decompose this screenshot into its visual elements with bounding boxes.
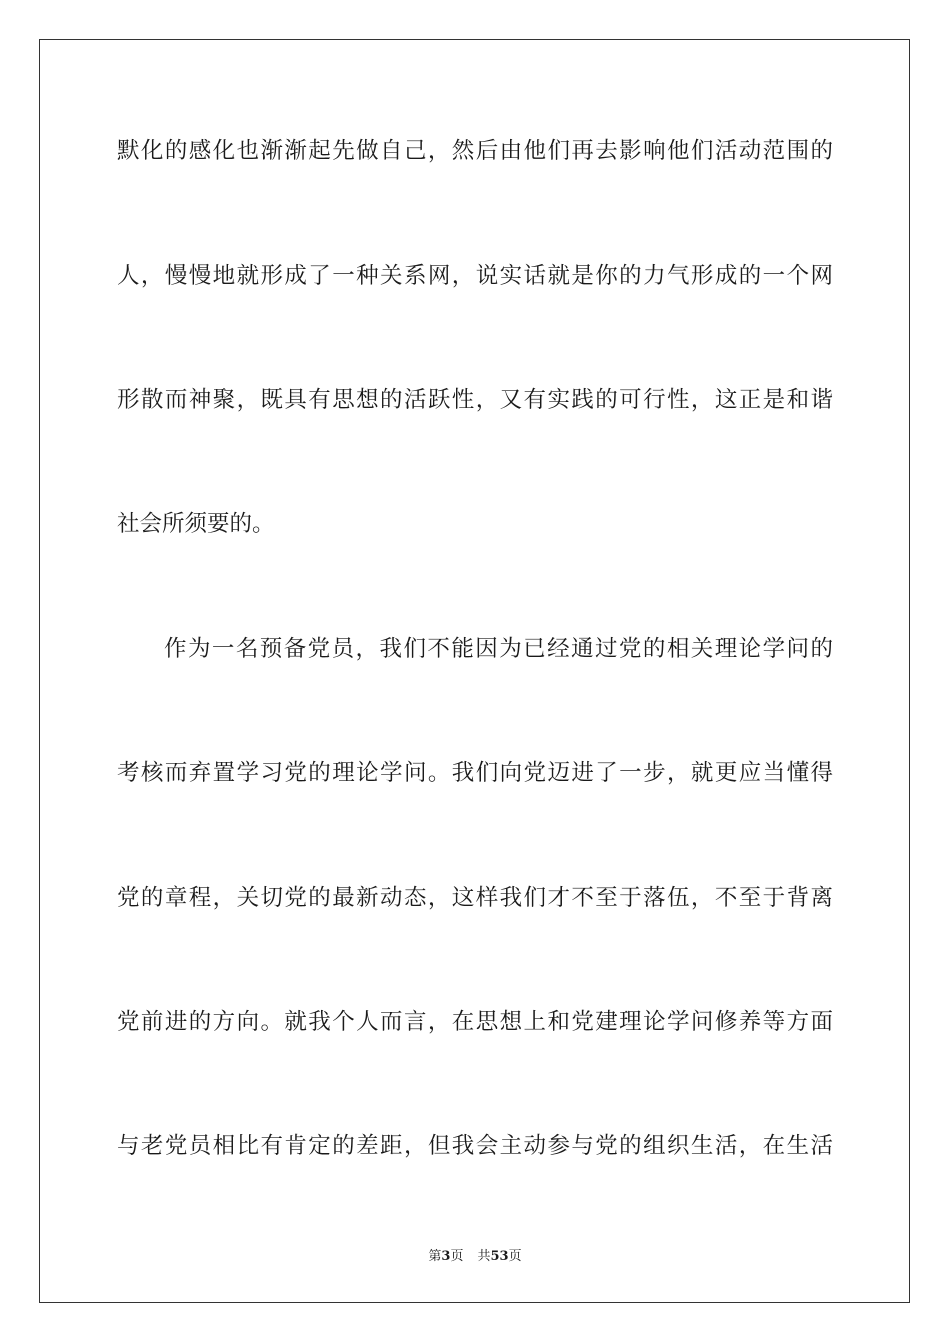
page-number: 3 <box>441 1249 451 1264</box>
total-prefix: 共 <box>477 1249 491 1264</box>
text-line: 党的章程，关切党的最新动态，这样我们才不至于落伍，不至于背离 <box>117 885 833 911</box>
text-line: 与老党员相比有肯定的差距，但我会主动参与党的组织生活，在生活 <box>117 1133 833 1159</box>
page-prefix: 第 <box>428 1249 442 1264</box>
total-suffix: 页 <box>508 1249 522 1264</box>
text-line: 考核而弃置学习党的理论学问。我们向党迈进了一步，就更应当懂得 <box>117 760 833 786</box>
text-line: 社会所须要的。 <box>117 511 275 537</box>
page-border <box>39 39 910 1303</box>
page-suffix: 页 <box>450 1249 464 1264</box>
text-line: 党前进的方向。就我个人而言，在思想上和党建理论学问修养等方面 <box>117 1009 833 1035</box>
text-line: 默化的感化也渐渐起先做自己，然后由他们再去影响他们活动范围的 <box>117 138 833 164</box>
text-line: 形散而神聚，既具有思想的活跃性，又有实践的可行性，这正是和谐 <box>117 387 833 413</box>
text-line: 作为一名预备党员，我们不能因为已经通过党的相关理论学问的 <box>164 636 833 662</box>
text-line: 人，慢慢地就形成了一种关系网，说实话就是你的力气形成的一个网 <box>117 263 833 289</box>
page-footer <box>0 1248 950 1266</box>
total-pages: 53 <box>490 1249 509 1264</box>
